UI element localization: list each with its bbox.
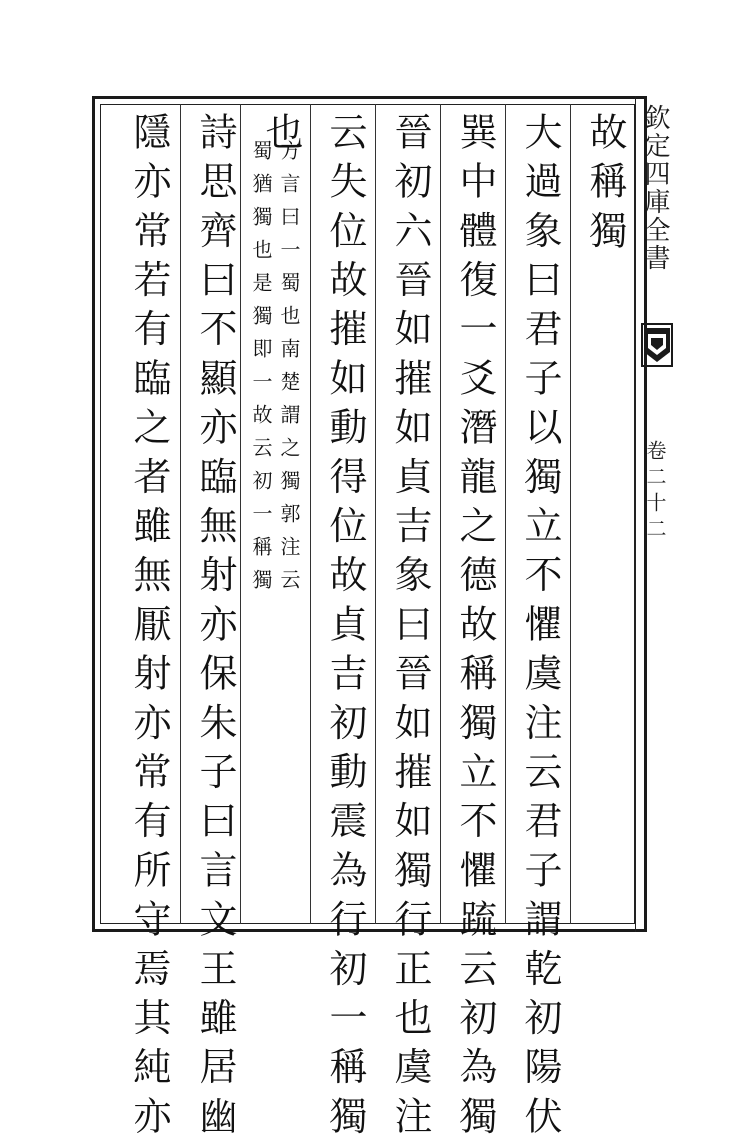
edition-title: 欽定四庫全書 <box>640 104 670 272</box>
text-column: 故稱獨 <box>583 112 627 260</box>
text-column: 詩思齊曰不顯亦臨無射亦保朱子曰言文王雖居幽 <box>193 112 237 1145</box>
volume-label: 卷二十二 <box>643 440 667 544</box>
commentary-line: 蜀猶獨也是獨即一故云初一稱獨 <box>249 140 273 602</box>
column-divider <box>440 104 441 924</box>
column-divider <box>375 104 376 924</box>
text-column: 也 <box>259 112 303 162</box>
fish-tail-icon <box>640 322 674 368</box>
text-column: 大過象曰君子以獨立不懼虞注云君子謂乾初陽伏 <box>518 112 562 1145</box>
text-column: 云失位故摧如動得位故貞吉初動震為行初一稱獨 <box>323 112 367 1145</box>
commentary-line: 方言曰一蜀也南楚謂之獨郭注云 <box>277 140 301 602</box>
text-column: 巽中體復一爻潛龍之德故稱獨立不懼䟽云初為獨 <box>453 112 497 1145</box>
column-divider <box>180 104 181 924</box>
column-divider <box>310 104 311 924</box>
column-divider <box>570 104 571 924</box>
text-column: 隱亦常若有臨之者雖無厭射亦常有所守焉其純亦 <box>127 112 171 1145</box>
column-divider <box>505 104 506 924</box>
text-column: 晉初六晉如摧如貞吉象曰晉如摧如獨行正也虞注 <box>388 112 432 1145</box>
